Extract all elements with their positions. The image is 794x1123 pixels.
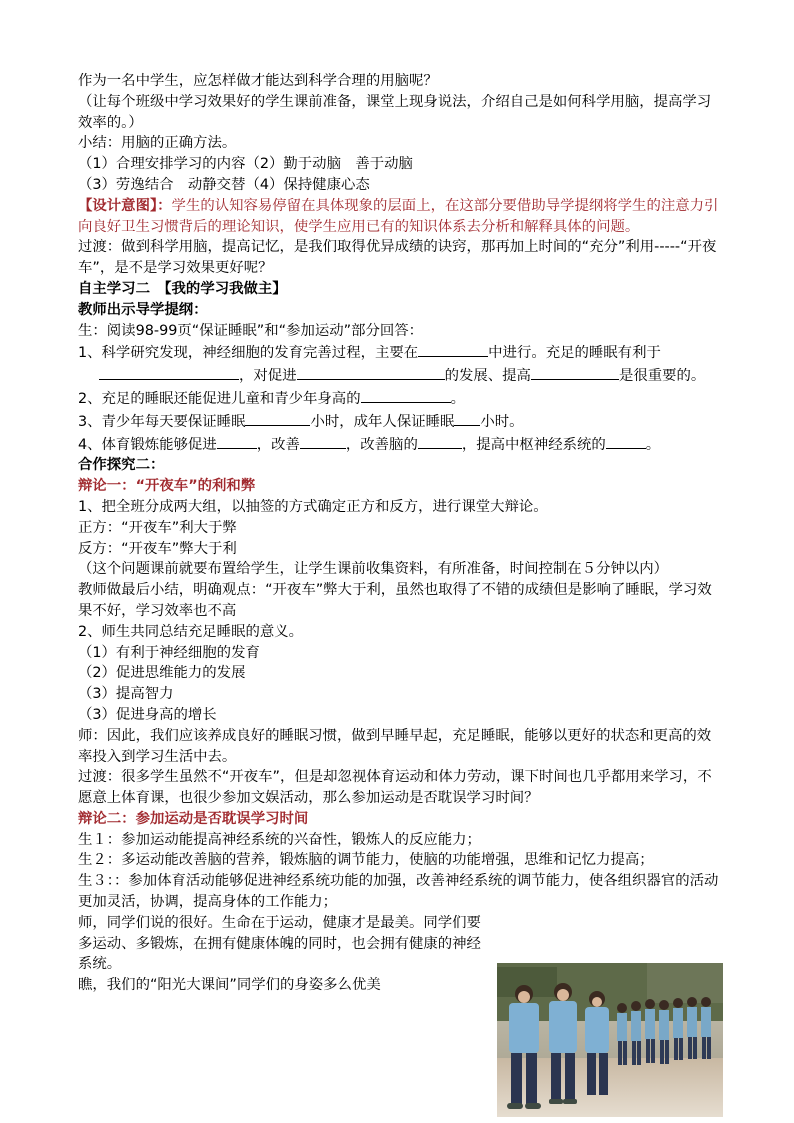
blank-field[interactable]: [361, 387, 451, 403]
design-intent-text: 学生的认知容易停留在具体现象的层面上，在这部分要借助导学提纲将学生的注意力引向良好卫生习惯背后的理论知识，使学生应用已有的知识体系去分析和解释具体的问题。: [78, 197, 719, 235]
question-4: [78, 433, 720, 456]
question-1-line-2: [78, 364, 720, 387]
question-3: [78, 410, 720, 433]
summary-item-2: （3）劳逸结合 动静交替（4）保持健康心态: [78, 176, 370, 193]
teacher-conclusion: 师：因此，我们应该养成良好的睡眠习惯，做到早睡早起，充足睡眠，能够以更好的状态和更高的效率投入到学习生活中去。: [78, 727, 712, 765]
teacher-remark: 师，同学们说的很好。生命在于运动，健康才是最美。同学们要多运动、多锻炼，在拥有健康体魄的同时，也会拥有健康的神经系统。: [78, 914, 481, 973]
blank-field[interactable]: [531, 364, 619, 380]
design-intent: [78, 196, 720, 238]
blank-field[interactable]: [217, 433, 257, 449]
debate-2-title: 辩论二：参加运动是否耽误学习时间: [78, 810, 309, 827]
blank-field[interactable]: [418, 433, 462, 449]
students-exercise-photo: [497, 963, 723, 1117]
q2-text-a: 2、充足的睡眠还能促进儿童和青少年身高的: [78, 390, 361, 407]
photo-caption: 瞧，我们的“阳光大课间”同学们的身姿多么优美: [78, 977, 381, 994]
student-2: 生２：多运动能改善脑的营养，锻炼脑的调节能力，使脑的功能增强，思维和记忆力提高；: [78, 852, 654, 869]
meaning-1: （1）有利于神经细胞的发育: [78, 644, 260, 661]
summary-title: 小结：用脑的正确方法。: [78, 135, 237, 152]
q4-text-d: ，提高中枢神经系统的: [461, 436, 606, 453]
q3-text-b: 小时，成年人保证睡眠: [310, 413, 455, 430]
q2-text-b: 。: [450, 390, 465, 407]
q3-text-a: 3、青少年每天要保证睡眠: [78, 413, 246, 430]
design-intent-label: 【设计意图】：: [78, 197, 172, 214]
coop-title: 合作探究二：: [78, 457, 165, 474]
debate-1-title: 辩论一：“开夜车”的利和弊: [78, 478, 256, 495]
q4-text-b: ，改善: [256, 436, 300, 453]
intro-question: 作为一名中学生，应怎样做才能达到科学合理的用脑呢？: [78, 73, 438, 89]
reading-instruction: 生：阅读98-99页“保证睡眠”和“参加运动”部分回答：: [78, 322, 424, 339]
question-1-line-1: [78, 341, 720, 364]
blank-field[interactable]: [606, 433, 646, 449]
meaning-4: （3）促进身高的增长: [78, 706, 217, 723]
student-3: 生３：：参加体育活动能够促进神经系统功能的加强，改善神经系统的调节能力，使各组织器官的活动更加灵活，协调，提高身体的工作能力；: [78, 873, 719, 911]
student-1: 生１：参加运动能提高神经系统的兴奋性，锻炼人的反应能力；: [78, 831, 481, 848]
q4-text-e: 。: [645, 436, 661, 453]
summary-item-1: （1）合理安排学习的内容（2）勤于动脑 善于动脑: [78, 156, 413, 173]
pro-side: 正方：“开夜车”利大于弊: [78, 519, 237, 536]
intro-note: （让每个班级中学习效果好的学生课前准备，课堂上现身说法，介绍自己是如何科学用脑，提高学习效率的。）: [78, 93, 712, 131]
meaning-3: （3）提高智力: [78, 686, 174, 703]
section-2-subtitle: 教师出示导学提纲：: [78, 301, 208, 318]
debate-1-step-1: 1、把全班分成两大组，以抽签的方式确定正方和反方，进行课堂大辩论。: [78, 498, 548, 515]
blank-field[interactable]: [99, 364, 239, 380]
q1-text-a: 1、科学研究发现，神经细胞的发育完善过程，主要在: [78, 345, 419, 362]
q1-text-e: 是很重要的。: [618, 368, 706, 385]
debate-1-step-2: 2、师生共同总结充足睡眠的意义。: [78, 623, 304, 640]
question-2: [78, 387, 720, 410]
meaning-2: （2）促进思维能力的发展: [78, 665, 246, 682]
q4-text-c: ，改善脑的: [345, 436, 418, 453]
document-body: [78, 71, 720, 996]
q1-text-c: ，对促进: [239, 368, 297, 385]
con-side: 反方：“开夜车”弊大于利: [78, 540, 237, 557]
q3-text-c: 小时。: [480, 413, 524, 430]
q4-text-a: 4、体育锻炼能够促进: [78, 436, 217, 453]
teacher-summary: 教师做最后小结，明确观点：“开夜车”弊大于利，虽然也取得了不错的成绩但是影响了睡眠，学习效果不好，学习效率也不高: [78, 582, 712, 619]
transition-1: 过渡：做到科学用脑，提高记忆，是我们取得优异成绩的诀窍，那再加上时间的“充分”利用-----“开夜车”，是不是学习效果更好呢？: [78, 239, 717, 277]
transition-2: 过渡：很多学生虽然不“开夜车”，但是却忽视体育运动和体力劳动，课下时间也几乎都用来学习，不愿意上体育课，也很少参加文娱活动，那么参加运动是否耽误学习时间？: [78, 769, 712, 807]
blank-field[interactable]: [454, 410, 480, 426]
blank-field[interactable]: [300, 433, 346, 449]
q1-text-d: 的发展、提高: [444, 368, 531, 385]
blank-field[interactable]: [418, 341, 488, 357]
debate-note: （这个问题课前就要布置给学生，让学生课前收集资料，有所准备，时间控制在５分钟以内）: [78, 561, 669, 578]
blank-field[interactable]: [297, 364, 445, 380]
q1-text-b: 中进行。充足的睡眠有利于: [488, 345, 661, 362]
blank-field[interactable]: [245, 410, 310, 426]
section-2-title: 自主学习二 【我的学习我做主】: [78, 280, 287, 297]
